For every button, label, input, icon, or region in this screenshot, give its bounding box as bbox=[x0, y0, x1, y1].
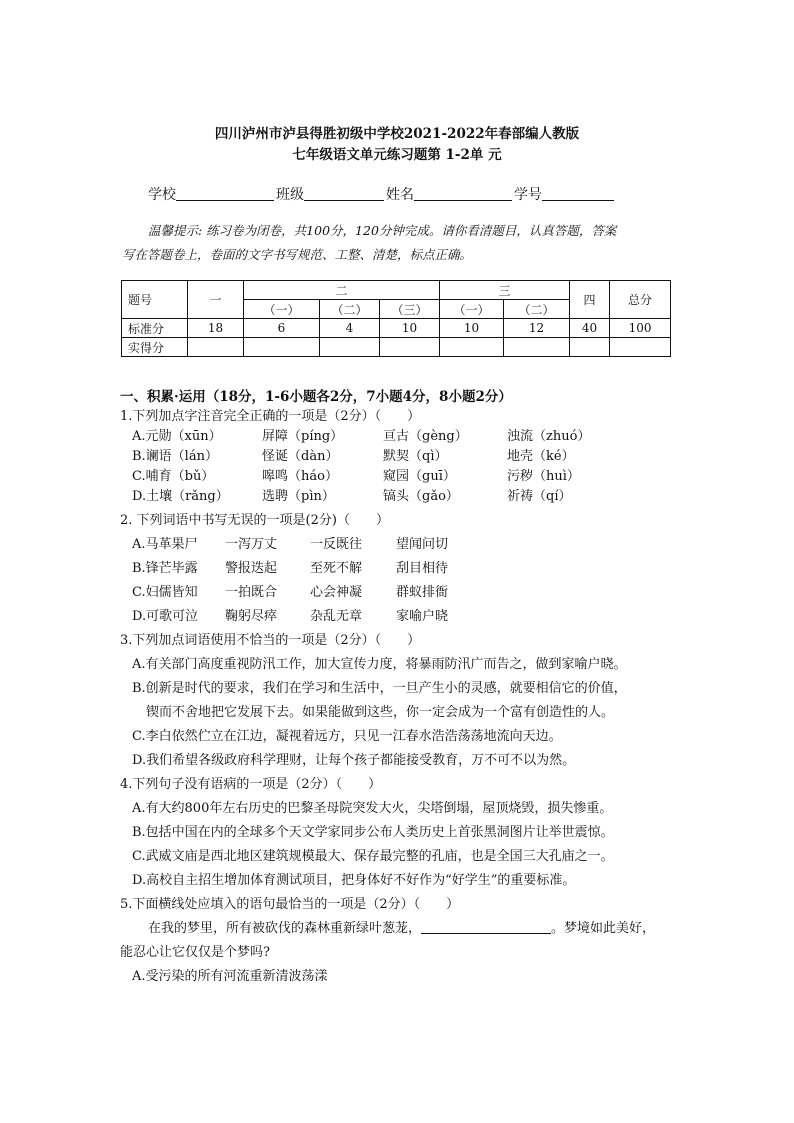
q2-d-2: 鞠躬尽瘁 bbox=[225, 609, 278, 624]
name-blank[interactable] bbox=[414, 186, 512, 201]
q1-stem: 1.下列加点字注音完全正确的一项是（2分）（ ） bbox=[120, 409, 421, 424]
standard-value: 4 bbox=[320, 319, 380, 338]
q3-option-a: A.有关部门高度重视防汛工作，加大宣传力度，将暴雨防汛广而告之，做到家喻户晓。 bbox=[132, 657, 627, 672]
q1-d-1: D.土壤（rǎng） bbox=[132, 489, 229, 504]
standard-label: 标准分 bbox=[122, 319, 188, 338]
actual-cell[interactable] bbox=[320, 338, 380, 357]
q2-d-3: 杂乱无章 bbox=[310, 609, 363, 624]
q1-d-2: 选聘（pìn） bbox=[262, 489, 335, 504]
actual-label: 实得分 bbox=[122, 338, 188, 357]
q1-b-1: B.谰语（lán） bbox=[132, 449, 218, 464]
q1-option-a bbox=[132, 425, 590, 444]
q5-stem: 5.下面横线处应填入的语句最恰当的一项是（2分）（ ） bbox=[120, 897, 460, 912]
actual-cell[interactable] bbox=[570, 338, 610, 357]
sub-two-2: （二） bbox=[320, 300, 380, 319]
q1-option-d bbox=[132, 485, 571, 504]
q4-stem: 4.下列句子没有语病的一项是（2分）（ ） bbox=[120, 777, 382, 792]
number-blank[interactable] bbox=[542, 186, 614, 201]
actual-cell[interactable] bbox=[380, 338, 440, 357]
exam-title-line1: 四川泸州市泸县得胜初级中学校2021-2022年春部编人教版 bbox=[214, 126, 580, 142]
q4-option-b: B.包括中国在内的全球多个天文学家同步公布人类历史上首张黑洞图片让举世震惊。 bbox=[132, 825, 614, 840]
q1-c-2: 嗥鸣（háo） bbox=[262, 469, 338, 484]
school-blank[interactable] bbox=[176, 186, 274, 201]
q2-d-1: D.可歌可泣 bbox=[132, 609, 199, 624]
q4-option-a: A.有大约800年左右历史的巴黎圣母院突发大火，尖塔倒塌，屋顶烧毁，损失惨重。 bbox=[132, 801, 613, 816]
name-label: 姓名 bbox=[386, 187, 414, 203]
exam-title-line2: 七年级语文单元练习题第 1-2单 元 bbox=[292, 147, 502, 163]
sub-three-1: （一） bbox=[440, 300, 504, 319]
q2-stem: 2. 下列词语中书写无误的一项是(2分)（ ） bbox=[120, 513, 389, 528]
actual-row bbox=[122, 338, 671, 357]
standard-value: 10 bbox=[380, 319, 440, 338]
class-blank[interactable] bbox=[304, 186, 384, 201]
q3-stem: 3.下列加点词语使用不恰当的一项是（2分）（ ） bbox=[120, 633, 421, 648]
q5-paragraph-line2: 能忍心让它仅仅是个梦吗? bbox=[120, 945, 270, 960]
actual-cell[interactable] bbox=[504, 338, 570, 357]
q2-c-3: 心会神凝 bbox=[310, 585, 363, 600]
q3-option-c: C.李白依然伫立在江边，凝视着远方，只见一江春水浩浩荡荡地流向天边。 bbox=[132, 729, 562, 744]
q2-option-b bbox=[132, 557, 448, 576]
header-part-four: 四 bbox=[570, 281, 610, 319]
header-part-three: 三 bbox=[440, 281, 570, 300]
q1-c-4: 污秽（huì） bbox=[507, 469, 580, 484]
standard-value: 6 bbox=[244, 319, 320, 338]
q5-para-pre: 在我的梦里，所有被砍伐的森林重新绿叶葱茏， bbox=[148, 921, 422, 936]
q1-c-3: 窥园（guī） bbox=[383, 469, 456, 484]
q2-a-3: 一反既往 bbox=[310, 537, 363, 552]
q2-c-1: C.妇儒皆知 bbox=[132, 585, 198, 600]
standard-value: 18 bbox=[188, 319, 244, 338]
q2-b-3: 至死不解 bbox=[310, 561, 363, 576]
actual-cell[interactable] bbox=[610, 338, 671, 357]
student-info-row bbox=[148, 184, 616, 204]
q2-a-1: A.马革果尸 bbox=[132, 537, 198, 552]
tip-line2: 写在答题卷上，卷面的文字书写规范、工整、清楚，标点正确。 bbox=[122, 247, 473, 262]
header-part-one: 一 bbox=[188, 281, 244, 319]
q1-a-4: 浊流（zhuó） bbox=[507, 429, 591, 444]
q2-a-2: 一泻万丈 bbox=[225, 537, 278, 552]
sub-two-3: （三） bbox=[380, 300, 440, 319]
q3-option-b-line2: 锲而不舍地把它发展下去。如果能做到这些，你一定会成为一个富有创造性的人。 bbox=[146, 705, 615, 720]
q1-b-4: 地壳（ké） bbox=[507, 449, 575, 464]
class-label: 班级 bbox=[276, 187, 304, 203]
q1-a-2: 屏障（píng） bbox=[262, 429, 344, 444]
header-total: 总分 bbox=[610, 281, 671, 319]
q2-b-1: B.锋芒毕露 bbox=[132, 561, 198, 576]
header-part-two: 二 bbox=[244, 281, 440, 300]
actual-cell[interactable] bbox=[188, 338, 244, 357]
q1-option-b bbox=[132, 445, 575, 464]
standard-value: 12 bbox=[504, 319, 570, 338]
q3-option-d: D.我们希望各级政府科学理财，让每个孩子都能接受教育，万不可不以为然。 bbox=[132, 753, 576, 768]
number-label: 学号 bbox=[514, 187, 542, 203]
q5-answer-blank[interactable] bbox=[421, 920, 551, 934]
q1-a-1: A.元勋（xūn） bbox=[132, 429, 222, 444]
q2-c-4: 群蚁排衙 bbox=[396, 585, 449, 600]
standard-value: 10 bbox=[440, 319, 504, 338]
q1-b-3: 默契（qì） bbox=[383, 449, 448, 464]
q2-option-c bbox=[132, 581, 448, 600]
q5-para-post: 。梦境如此美好， bbox=[551, 921, 656, 936]
q2-option-a bbox=[132, 533, 448, 552]
q3-option-b-line1: B.创新是时代的要求，我们在学习和生活中，一旦产生小的灵感，就要相信它的价值， bbox=[132, 681, 627, 696]
standard-value: 40 bbox=[570, 319, 610, 338]
tip-line1: 温馨提示: 练习卷为闭卷，共100分，120分钟完成。请你看清题目，认真答题，答案 bbox=[148, 223, 617, 238]
q2-b-2: 警报迭起 bbox=[225, 561, 278, 576]
score-table bbox=[121, 280, 671, 357]
q2-c-2: 一拍既合 bbox=[225, 585, 278, 600]
header-tihao: 题号 bbox=[122, 281, 188, 319]
q4-option-c: C.武威文庙是西北地区建筑规模最大、保存最完整的孔庙，也是全国三大孔庙之一。 bbox=[132, 849, 614, 864]
q5-paragraph-line1 bbox=[148, 917, 655, 936]
q5-option-a: A.受污染的所有河流重新清波荡漾 bbox=[132, 969, 328, 984]
q2-d-4: 家喻户晓 bbox=[396, 609, 449, 624]
q1-d-4: 祈祷（qí） bbox=[507, 489, 572, 504]
q2-b-4: 刮目相待 bbox=[396, 561, 449, 576]
school-label: 学校 bbox=[148, 187, 176, 203]
q1-d-3: 镐头（gǎo） bbox=[383, 489, 459, 504]
sub-three-2: （二） bbox=[504, 300, 570, 319]
q1-option-c bbox=[132, 465, 580, 484]
actual-cell[interactable] bbox=[244, 338, 320, 357]
q2-option-d bbox=[132, 605, 448, 624]
q2-a-4: 望闻问切 bbox=[396, 537, 449, 552]
exam-tip bbox=[122, 219, 674, 267]
q1-a-3: 亘古（gèng） bbox=[383, 429, 468, 444]
q1-b-2: 怪诞（dàn） bbox=[262, 449, 339, 464]
q1-c-1: C.哺育（bǔ） bbox=[132, 469, 215, 484]
actual-cell[interactable] bbox=[440, 338, 504, 357]
standard-value: 100 bbox=[610, 319, 671, 338]
q4-option-d: D.高校自主招生增加体育测试项目，把身体好不好作为“好学生”的重要标准。 bbox=[132, 873, 576, 888]
sub-two-1: （一） bbox=[244, 300, 320, 319]
section1-heading: 一、积累·运用（18分，1-6小题各2分，7小题4分，8小题2分） bbox=[120, 389, 512, 405]
standard-row bbox=[122, 319, 671, 338]
